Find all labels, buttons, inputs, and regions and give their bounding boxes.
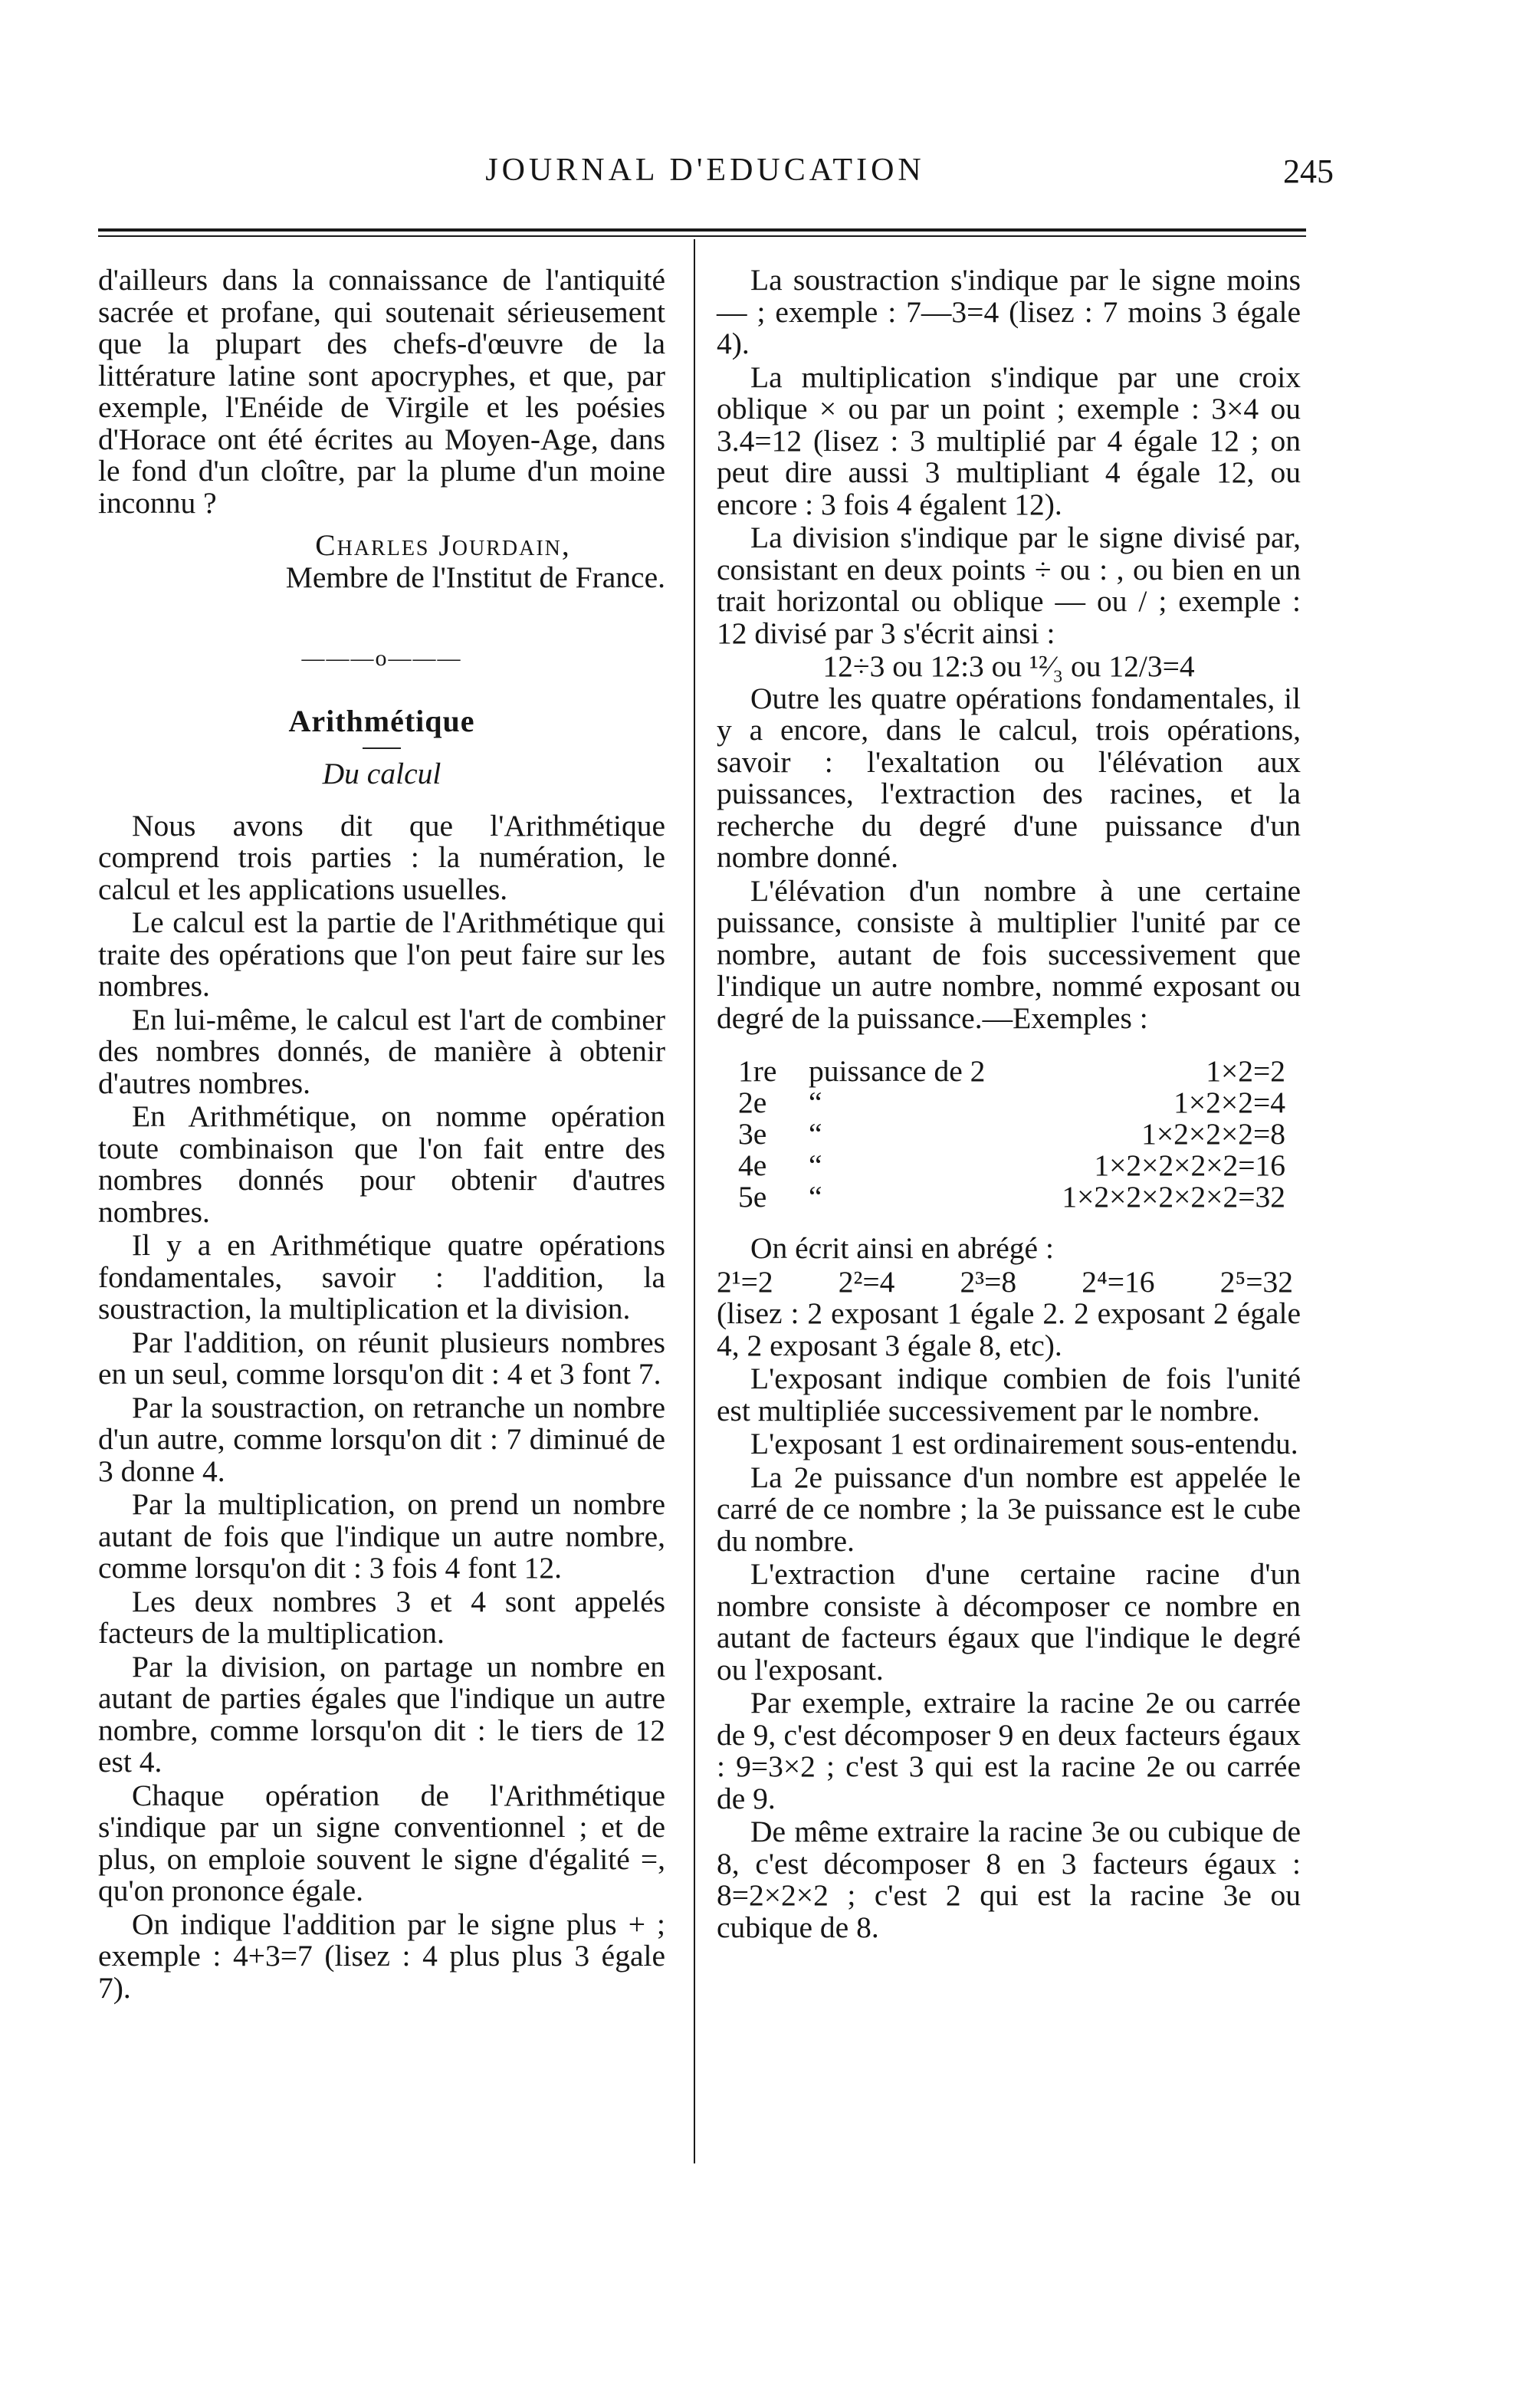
paragraph: Par la multiplication, on prend un nombre autant de fois que l'indique un autre nombre, comme lorsqu'on dit : 3 fois 4 font 12. xyxy=(98,1487,665,1585)
powers-row xyxy=(717,1053,1301,1088)
author-affiliation: Membre de l'Institut de France. xyxy=(285,560,665,594)
paragraph: L'exposant 1 est ordinairement sous-entendu. xyxy=(750,1427,1298,1460)
paragraph: La 2e puissance d'un nombre est appelée le carré de ce nombre ; la 3e puissance est le cube du nombre. xyxy=(717,1460,1301,1558)
power-expression: 1×2×2×2=8 xyxy=(1141,1116,1285,1151)
power-expression: 1×2×2×2×2=16 xyxy=(1094,1148,1285,1182)
paragraph: Par la division, on partage un nombre en autant de parties égales que l'indique un autre nombre, comme lorsqu'on dit : le tiers de 12 est 4. xyxy=(98,1649,665,1779)
exponent-example: 2¹=2 xyxy=(717,1264,773,1299)
power-expression: 1×2=2 xyxy=(1206,1053,1285,1088)
paragraph: De même extraire la racine 3e ou cubique de 8, c'est décomposer 8 en 3 facteurs égaux : 8=2×2×2 ; c'est 2 qui est la racine 3e ou cubique de 8. xyxy=(717,1815,1301,1944)
journal-title: JOURNAL D'EDUCATION xyxy=(485,153,925,188)
power-expression: 1×2×2=4 xyxy=(1173,1085,1285,1119)
powers-row xyxy=(717,1181,1301,1213)
paragraph: La multiplication s'indique par une croix oblique × ou par un point ; exemple : 3×4 ou 3.4=12 (lisez : 3 multiplié par 4 égale 12 ; on peut dire aussi 3 multipliant 4 égale 12, ou encore : 3 fois 4 égalent 12). xyxy=(717,360,1301,521)
paragraph: Il y a en Arithmétique quatre opérations fondamentales, savoir : l'addition, la soustraction, la multiplication et la division. xyxy=(98,1228,665,1326)
power-rank: 4e xyxy=(738,1148,767,1182)
paragraph: Outre les quatre opérations fondamentales, il y a encore, dans le calcul, trois opérations, savoir : l'exaltation ou l'élévation aux puissances, l'extraction des racines, et la recherche du degré d'une puissance d'un nombre donné. xyxy=(717,681,1301,874)
title-rule xyxy=(363,747,401,749)
page-header xyxy=(100,152,1334,198)
exponent-example: 2³=8 xyxy=(960,1264,1017,1299)
exponent-example: 2²=4 xyxy=(838,1264,895,1299)
power-rank: 5e xyxy=(738,1179,767,1214)
exponent-example: 2⁵=32 xyxy=(1219,1264,1293,1299)
header-rule-top xyxy=(98,228,1306,232)
paragraph: Par la soustraction, on retranche un nombre d'un autre, comme lorsqu'on dit : 7 diminué de 3 donne 4. xyxy=(98,1390,665,1488)
author-signature: Charles Jourdain, xyxy=(315,528,571,562)
power-label: “ xyxy=(809,1148,822,1182)
paragraph: Les deux nombres 3 et 4 sont appelés facteurs de la multiplication. xyxy=(98,1584,665,1650)
section-title: Arithmétique xyxy=(288,703,475,738)
paragraph: En lui-même, le calcul est l'art de combiner des nombres donnés, de manière à obtenir d'autres nombres. xyxy=(98,1002,665,1100)
section-separator: ———o——— xyxy=(301,646,462,671)
paragraph: En Arithmétique, on nomme opération toute combinaison que l'on fait entre des nombres donnés pour obtenir d'autres nombres. xyxy=(98,1099,665,1229)
power-label: “ xyxy=(809,1116,822,1151)
right-column xyxy=(717,264,1301,1945)
left-column xyxy=(98,264,665,2006)
paragraph: Par l'addition, on réunit plusieurs nombres en un seul, comme lorsqu'on dit : 4 et 3 font 7. xyxy=(98,1325,665,1391)
paragraph: Par exemple, extraire la racine 2e ou carrée de 9, c'est décomposer 9 en deux facteurs égaux : 9=3×2 ; c'est 3 qui est la racine 2e ou carrée de 9. xyxy=(717,1686,1301,1815)
page-number: 245 xyxy=(1283,153,1334,190)
power-rank: 3e xyxy=(738,1116,767,1151)
powers-row xyxy=(717,1087,1301,1119)
paragraph: On écrit ainsi en abrégé : xyxy=(750,1231,1054,1265)
paragraph: L'exposant indique combien de fois l'unité est multipliée successivement par le nombre. xyxy=(717,1362,1301,1427)
paragraph: La division s'indique par le signe divisé par, consistant en deux points ÷ ou : , ou bien en un trait horizontal ou oblique — ou / ; exemple : 12 divisé par 3 s'écrit ainsi : xyxy=(717,521,1301,650)
paragraph: La soustraction s'indique par le signe moins — ; exemple : 7—3=4 (lisez : 7 moins 3 égale 4). xyxy=(717,263,1301,360)
exponent-examples xyxy=(717,1266,1301,1299)
paragraph: (lisez : 2 exposant 1 égale 2. 2 exposant 2 égale 4, 2 exposant 3 égale 8, etc). xyxy=(717,1296,1301,1362)
powers-table xyxy=(717,1053,1301,1214)
paragraph: Le calcul est la partie de l'Arithmétique qui traite des opérations que l'on peut faire sur les nombres. xyxy=(98,905,665,1003)
paragraph: L'élévation d'un nombre à une certaine puissance, consiste à multiplier l'unité par ce nombre, autant de fois successivement que l'indique un autre nombre, nommé exposant ou degré de la puissance.—Exemples : xyxy=(717,873,1301,1035)
exponent-example: 2⁴=16 xyxy=(1082,1264,1155,1299)
header-rule-bottom xyxy=(98,235,1306,237)
powers-row xyxy=(717,1116,1301,1151)
power-label: puissance de 2 xyxy=(809,1053,986,1088)
paragraph: Nous avons dit que l'Arithmétique comprend trois parties : la numération, le calcul et les applications usuelles. xyxy=(98,808,665,906)
paragraph: Chaque opération de l'Arithmétique s'indique par un signe conventionnel ; et de plus, on emploie souvent le signe d'égalité =, qu'on prononce égale. xyxy=(98,1778,665,1907)
column-divider xyxy=(694,239,695,2163)
power-label: “ xyxy=(809,1179,822,1214)
powers-row xyxy=(717,1150,1301,1181)
power-rank: 1re xyxy=(738,1053,777,1088)
paragraph: On indique l'addition par le signe plus + ; exemple : 4+3=7 (lisez : 4 plus plus 3 égale 7). xyxy=(98,1907,665,2005)
power-rank: 2e xyxy=(738,1085,767,1119)
power-expression: 1×2×2×2×2×2=32 xyxy=(1062,1179,1285,1214)
paragraph: L'extraction d'une certaine racine d'un nombre consiste à décomposer ce nombre en autant de facteurs égaux que l'indique le degré ou l'exposant. xyxy=(717,1557,1301,1687)
section-subtitle: Du calcul xyxy=(322,757,441,790)
power-label: “ xyxy=(809,1085,822,1119)
division-formula: 12÷3 ou 12:3 ou ¹²⁄₃ ou 12/3=4 xyxy=(822,649,1195,683)
paragraph: d'ailleurs dans la connaissance de l'antiquité sacrée et profane, qui soutenait sérieusement que la plupart des chefs-d'œuvre de la littérature latine sont apocryphes, et que, par exemple, l'Enéide de Virgile et les poésies d'Horace ont été écrites au Moyen-Age, dans le fond d'un cloître, par la plume d'un moine inconnu ? xyxy=(98,263,665,520)
